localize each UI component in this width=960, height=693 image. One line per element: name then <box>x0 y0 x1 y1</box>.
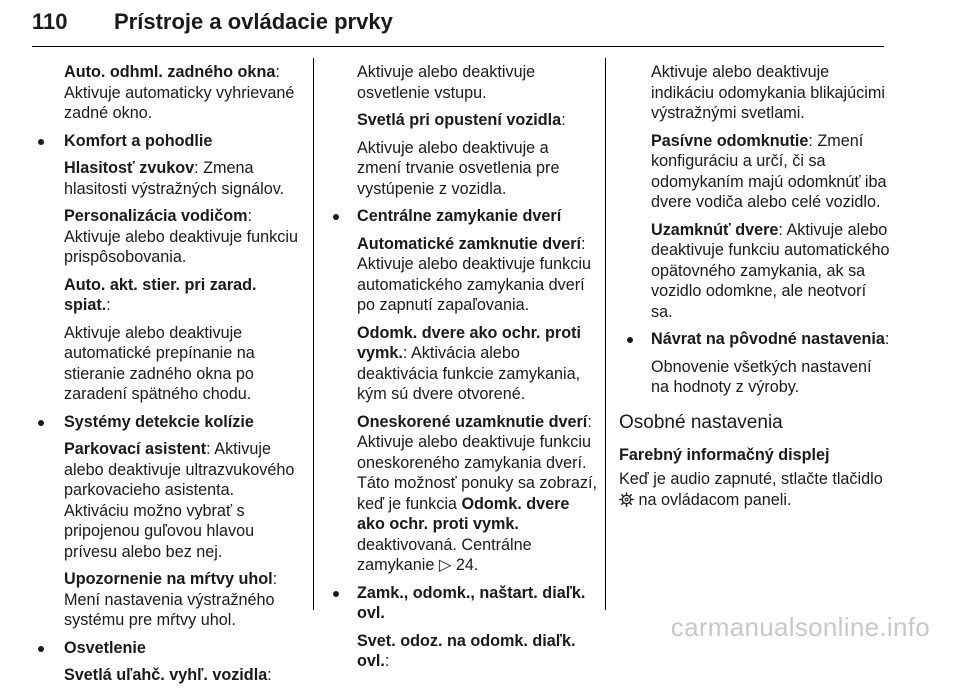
entry-label: Pasívne odomknutie <box>651 131 809 150</box>
entry-vehicle-locator-lights <box>30 665 306 686</box>
entry-rear-wiper <box>30 275 306 316</box>
entry-label: Oneskorené uzamknutie dverí <box>357 412 588 431</box>
page-ref-icon: ▷ <box>438 556 452 574</box>
entry-entry-lighting-desc <box>325 62 597 103</box>
entry-label: Auto. odhml. zadného okna <box>64 63 276 81</box>
page-ref: 24. <box>451 556 479 574</box>
page-header <box>32 6 930 46</box>
entry-label: Parkovací asistent <box>64 440 207 458</box>
entry-label: Svet. odoz. na odomk. diaľk. ovl. <box>357 631 576 670</box>
entry-restore-desc <box>619 357 891 398</box>
entry-desc: Aktivuje alebo deaktivuje osvetlenie vstupu. <box>357 63 536 102</box>
entry-desc: Aktivuje alebo deaktivuje a zmení trvanie osvetlenia pre vystúpenie z vozidla. <box>357 138 560 198</box>
entry-blind-spot <box>30 569 306 631</box>
bullet-label: Komfort a pohodlie <box>64 131 213 150</box>
bullet-dot <box>333 214 339 220</box>
entry-lock-doors <box>619 220 891 323</box>
bullet-comfort <box>30 131 306 152</box>
bullet-dot <box>627 337 633 343</box>
entry-lockout-protection <box>325 323 597 405</box>
entry-auto-lock <box>325 234 597 316</box>
bullet-dot <box>38 420 44 426</box>
bullet-restore-defaults <box>619 329 891 350</box>
entry-park-assist <box>30 439 306 562</box>
entry-passive-unlock <box>619 131 891 213</box>
entry-desc: : Zmena hlasitosti výstražných signálov. <box>64 159 285 198</box>
entry-sep: : <box>267 666 272 684</box>
entry-desc: : Mení nastavenia výstražného systému pre mŕtvy uhol. <box>64 570 278 629</box>
bullet-label: Návrat na pôvodné nastavenia <box>651 330 885 348</box>
entry-exit-lighting-desc <box>325 138 597 200</box>
bullet-label: Osvetlenie <box>64 638 146 657</box>
entry-rear-wiper-desc <box>30 323 306 405</box>
entry-label: Auto. akt. stier. pri zarad. spiat. <box>64 275 257 314</box>
entry-desc-2: na ovládacom paneli. <box>634 490 792 509</box>
entry-desc: Keď je audio zapnuté, stlačte tlačidlo <box>619 470 883 488</box>
bullet-collision <box>30 412 306 433</box>
watermark: carmanualsonline.info <box>670 612 930 642</box>
entry-sep: : <box>384 652 390 670</box>
entry-driver-personalization <box>30 206 306 268</box>
entry-desc: : Aktivuje alebo deaktivuje ultrazvukového parkovacieho asistenta. <box>64 440 295 499</box>
entry-sound-volume <box>30 158 306 199</box>
entry-label: Hlasitosť zvukov <box>64 159 195 177</box>
entry-label: Upozornenie na mŕtvy uhol <box>64 570 273 588</box>
entry-label: Personalizácia vodičom <box>64 207 248 225</box>
bullet-label: Zamk., odomk., naštart. diaľk. ovl. <box>357 583 586 622</box>
page-title: Prístroje a ovládacie prvky <box>114 9 393 34</box>
entry-exit-lighting <box>325 110 597 131</box>
entry-desc: : Zmení konfiguráciu a určí, či sa odomykaním majú odomknúť iba dvere vodiča alebo celé vozidlo. <box>651 131 887 211</box>
column-1 <box>30 62 306 693</box>
gear-icon <box>619 492 634 507</box>
entry-desc-2: deaktivovaná. Centrálne zamykanie <box>357 535 532 574</box>
column-3 <box>619 62 891 517</box>
entry-desc: : Aktivuje alebo deaktivuje funkciu automatického zamykania dverí po zapnutí zapaľovania. <box>357 234 591 314</box>
entry-desc: : Aktivuje alebo deaktivuje funkciu prispôsobovania. <box>64 207 298 266</box>
entry-desc: : Aktivácia alebo deaktivácia funkcie zamykania, kým sú dvere otvorené. <box>357 344 581 403</box>
entry-label: Svetlá pri opustení vozidla <box>357 111 562 129</box>
entry-inline-bold: Odomk. dvere ako ochr. proti vymk. <box>357 494 570 533</box>
entry-rear-window <box>30 62 306 124</box>
column-divider-1 <box>313 58 314 610</box>
column-divider-2 <box>605 58 606 610</box>
entry-label: Svetlá uľahč. vyhľ. vozidla <box>64 666 268 684</box>
entry-unlock-feedback-desc <box>619 62 891 124</box>
entry-desc: : Aktivuje alebo deaktivuje funkciu automatického opätovného zamykania, ak sa vozidlo odomkne, ale neotvorí sa. <box>651 220 890 321</box>
entry-label: Odomk. dvere ako ochr. proti vymk. <box>357 323 581 362</box>
entry-delayed-lock <box>325 412 597 576</box>
entry-label: Automatické zamknutie dverí <box>357 234 581 253</box>
bullet-dot <box>38 646 44 652</box>
entry-sep: : <box>275 63 280 81</box>
bullet-label: Systémy detekcie kolízie <box>64 412 254 431</box>
subsection-heading: Farebný informačný displej <box>619 445 830 464</box>
section-heading: Osobné nastavenia <box>619 411 783 433</box>
column-2 <box>325 62 597 679</box>
bullet-label: Centrálne zamykanie dverí <box>357 207 562 225</box>
entry-desc: Aktivuje alebo deaktivuje indikáciu odomykania blikajúcimi výstražnými svetlami. <box>651 63 885 122</box>
header-rule <box>32 46 884 47</box>
entry-label: Uzamknúť dvere <box>651 220 779 239</box>
bullet-dot <box>38 139 44 145</box>
entry-sep: : <box>106 296 111 314</box>
bullet-dot <box>333 591 339 597</box>
page-number: 110 <box>32 9 68 34</box>
entry-desc: Obnovenie všetkých nastavení na hodnoty z výroby. <box>651 357 872 396</box>
entry-sep: : <box>561 111 566 129</box>
bullet-remote <box>325 583 597 624</box>
entry-desc-2: Aktiváciu možno vybrať s pripojenou guľovou hlavou prívesu alebo bez nej. <box>64 501 255 561</box>
bullet-lighting <box>30 638 306 659</box>
bullet-central-locking <box>325 206 597 227</box>
entry-settings-instructions <box>619 469 891 510</box>
entry-desc: : Aktivuje alebo deaktivuje funkciu oneskoreného zamykania dverí. Táto možnosť ponuky sa zobrazí, keď je funkcia <box>357 412 598 513</box>
entry-desc: Aktivuje automaticky vyhrievané zadné okno. <box>64 83 295 122</box>
entry-desc: Aktivuje alebo deaktivuje automatické prepínanie na stieranie zadného okna po zaradení spätného chodu. <box>64 323 255 403</box>
entry-sep: : <box>884 330 890 348</box>
entry-remote-unlock-feedback <box>325 631 597 672</box>
